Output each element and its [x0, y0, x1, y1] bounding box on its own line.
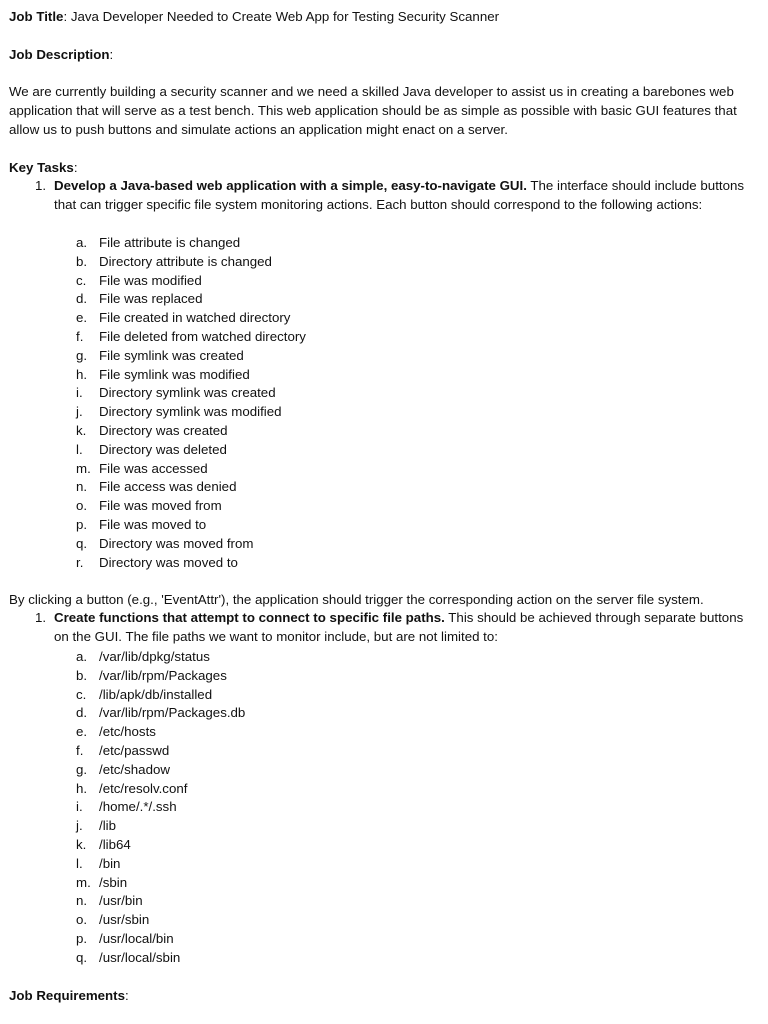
list-item-letter: j.	[76, 818, 83, 834]
list-item	[0, 497, 768, 516]
list-item-letter: k.	[76, 836, 87, 852]
list-item-letter: i.	[76, 799, 83, 815]
list-item-text: File deleted from watched directory	[99, 328, 306, 344]
task1-number: 1.	[35, 178, 47, 193]
list-item-text: File was modified	[99, 272, 202, 288]
list-item-text: Directory symlink was modified	[99, 404, 282, 420]
list-item-text: /home/.*/.ssh	[99, 799, 177, 815]
list-item	[0, 384, 768, 403]
list-item	[0, 667, 768, 686]
key-tasks-heading	[9, 159, 78, 177]
list-item	[0, 460, 768, 479]
list-item-text: /bin	[99, 855, 121, 871]
job-title-label: Job Title	[9, 9, 64, 24]
list-item-letter: n.	[76, 893, 88, 909]
list-item-text: /etc/hosts	[99, 724, 156, 740]
list-item-text: /sbin	[99, 874, 128, 890]
list-item-text: /usr/bin	[99, 893, 143, 909]
list-item-text: File was accessed	[99, 460, 208, 476]
list-item-text: Directory was deleted	[99, 441, 227, 457]
job-requirements-colon: :	[125, 988, 129, 1003]
list-item	[0, 234, 768, 253]
list-item-text: /var/lib/rpm/Packages	[99, 667, 227, 683]
list-item-letter: a.	[76, 235, 88, 250]
list-item	[0, 253, 768, 272]
job-description-heading	[9, 46, 113, 64]
list-item-letter: e.	[76, 310, 88, 326]
list-item	[0, 328, 768, 347]
list-item-letter: m.	[76, 460, 91, 476]
list-item	[0, 347, 768, 366]
list-item	[0, 309, 768, 328]
list-item-letter: d.	[76, 291, 88, 307]
list-item	[0, 911, 768, 930]
list-item	[0, 704, 768, 723]
list-item-letter: c.	[76, 686, 87, 702]
list-item-letter: e.	[76, 724, 88, 740]
list-item-text: Directory symlink was created	[99, 385, 276, 401]
list-item-letter: q.	[76, 535, 88, 551]
list-item	[0, 686, 768, 705]
list-item-text: /usr/local/bin	[99, 930, 174, 946]
list-item-letter: h.	[76, 780, 88, 796]
list-item	[0, 648, 768, 667]
list-item-letter: b.	[76, 667, 88, 683]
list-item	[0, 836, 768, 855]
list-item	[0, 855, 768, 874]
task2-paragraph	[54, 609, 754, 647]
list-item-letter: g.	[76, 761, 88, 777]
list-item-letter: q.	[76, 949, 88, 965]
list-item-letter: f.	[76, 742, 84, 758]
list-item-text: /etc/passwd	[99, 742, 170, 758]
task1-action-list	[0, 234, 768, 572]
list-item-letter: l.	[76, 441, 83, 457]
list-item	[0, 949, 768, 968]
job-title-line	[9, 8, 499, 26]
list-item-text: /lib/apk/db/installed	[99, 686, 213, 702]
list-item-text: File access was denied	[99, 479, 237, 495]
list-item-letter: m.	[76, 874, 91, 890]
list-item-text: /lib	[99, 818, 116, 834]
list-item-text: Directory attribute is changed	[99, 253, 272, 269]
list-item-text: File was moved from	[99, 498, 222, 514]
list-item-letter: h.	[76, 366, 88, 382]
task2-number: 1.	[35, 610, 47, 625]
job-title-value: Java Developer Needed to Create Web App for Testing Security Scanner	[70, 9, 500, 24]
list-item	[0, 403, 768, 422]
list-item-letter: g.	[76, 347, 88, 363]
job-description-text: We are currently building a security scanner and we need a skilled Java developer to assist us in creating a barebones web application that will serve as a test bench. This web application should be as simple as possible with basic GUI features that allow us to push buttons and simulate actions an application might enact on a server.	[9, 84, 737, 137]
list-item-letter: b.	[76, 253, 88, 269]
list-item-letter: c.	[76, 272, 87, 288]
list-item-text: Directory was moved to	[99, 554, 238, 570]
button-note: By clicking a button (e.g., 'EventAttr'), the application should trigger the corresponding action on the server file system.	[9, 592, 704, 607]
list-item-letter: r.	[76, 554, 84, 570]
list-item	[0, 817, 768, 836]
job-title-colon: :	[63, 9, 71, 24]
list-item	[0, 892, 768, 911]
task2-heading: Create functions that attempt to connect to specific file paths.	[54, 610, 445, 625]
task2-text: This should be achieved through separate buttons on the GUI. The file paths we want to monitor include, but are not limited to:	[54, 610, 744, 644]
list-item	[0, 780, 768, 799]
list-item-text: /etc/resolv.conf	[99, 780, 188, 796]
list-item-text: File created in watched directory	[99, 310, 291, 326]
task1-text: The interface should include buttons that can trigger specific file system monitoring actions. Each button should correspond to the following actions:	[54, 178, 745, 212]
list-item-letter: a.	[76, 649, 88, 664]
task1-heading: Develop a Java-based web application with a simple, easy-to-navigate GUI.	[54, 178, 527, 193]
list-item-text: File was replaced	[99, 291, 203, 307]
list-item-text: /var/lib/rpm/Packages.db	[99, 705, 246, 721]
job-requirements-heading	[9, 987, 129, 1005]
list-item	[0, 930, 768, 949]
job-requirements-label: Job Requirements	[9, 988, 126, 1003]
list-item	[0, 742, 768, 761]
list-item-text: /var/lib/dpkg/status	[99, 649, 210, 664]
list-item	[0, 723, 768, 742]
list-item-letter: f.	[76, 328, 84, 344]
key-tasks-label: Key Tasks	[9, 160, 74, 175]
job-description-label: Job Description	[9, 47, 110, 62]
list-item-text: File symlink was modified	[99, 366, 250, 382]
list-item	[0, 874, 768, 893]
list-item-letter: o.	[76, 498, 88, 514]
list-item-letter: p.	[76, 516, 88, 532]
list-item-letter: i.	[76, 385, 83, 401]
list-item-text: /etc/shadow	[99, 761, 170, 777]
list-item	[0, 554, 768, 573]
list-item-letter: d.	[76, 705, 88, 721]
list-item	[0, 366, 768, 385]
list-item-text: File attribute is changed	[99, 235, 241, 250]
list-item-letter: p.	[76, 930, 88, 946]
list-item-text: File was moved to	[99, 516, 207, 532]
list-item	[0, 798, 768, 817]
list-item-text: Directory was moved from	[99, 535, 254, 551]
list-item	[0, 478, 768, 497]
list-item	[0, 422, 768, 441]
list-item	[0, 272, 768, 291]
list-item	[0, 516, 768, 535]
list-item-letter: n.	[76, 479, 88, 495]
list-item-letter: k.	[76, 422, 87, 438]
job-description-colon: :	[109, 47, 114, 62]
list-item-text: File symlink was created	[99, 347, 244, 363]
list-item-text: /usr/sbin	[99, 912, 150, 928]
list-item-letter: l.	[76, 855, 83, 871]
list-item	[0, 290, 768, 309]
list-item-text: /lib64	[99, 836, 131, 852]
list-item	[0, 441, 768, 460]
list-item-text: Directory was created	[99, 422, 228, 438]
list-item-letter: o.	[76, 912, 88, 928]
key-tasks-colon: :	[73, 160, 78, 175]
list-item-letter: j.	[76, 404, 83, 420]
task2-path-list	[0, 648, 768, 968]
list-item	[0, 535, 768, 554]
list-item-text: /usr/local/sbin	[99, 949, 181, 965]
list-item	[0, 761, 768, 780]
task1-paragraph	[54, 177, 754, 215]
